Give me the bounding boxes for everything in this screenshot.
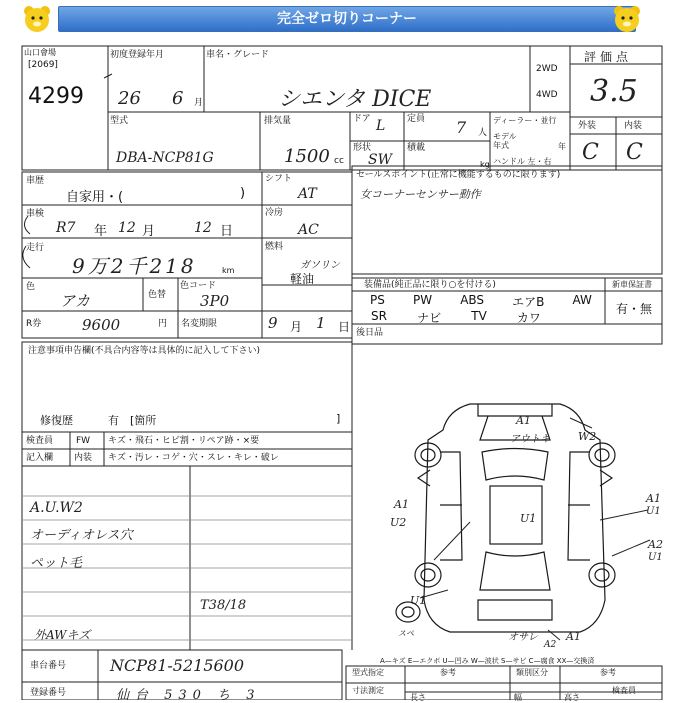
capacity-value: 7 (456, 118, 467, 137)
fuel-option: 軽油 (290, 272, 315, 286)
mileage-value: 9万2千218 (72, 254, 197, 278)
comment-line-5: 外AWキズ (34, 628, 91, 642)
history-label: 車歴 (26, 176, 45, 186)
equipment-item-2: ABS (460, 293, 485, 307)
inspection-era: R7 (56, 220, 76, 236)
first-reg-month: 6 (172, 88, 184, 109)
mark-top: A1 (516, 414, 531, 427)
year-unit: 年 (558, 142, 566, 151)
equipment-item-r2-1: ナビ (417, 311, 442, 325)
history-close: ) (240, 186, 246, 201)
banner-title: 完全ゼロ切りコーナー (58, 6, 636, 32)
mark-left: A1 (394, 498, 409, 511)
width-label: 幅 (514, 693, 522, 702)
warranty-value: 有・無 (616, 302, 653, 316)
equipment-row-1 (356, 293, 606, 310)
inspector-label-1: 検査員 (26, 436, 54, 446)
equipment-row-2 (356, 309, 556, 326)
mark-bottom: オサレ (508, 632, 538, 643)
inspection-year-unit: 年 (94, 224, 108, 239)
equipment-title: 装備品(純正品に限り○を付ける) (364, 280, 496, 290)
chassis-value: NCP81-5215600 (110, 656, 245, 675)
exterior-label: 外装 (578, 121, 597, 131)
name-change-day: 1 (316, 314, 326, 332)
chassis-label: 車台番号 (30, 661, 67, 671)
name-change-month: 9 (268, 314, 278, 332)
drive-4wd: 4WD (536, 90, 558, 100)
dealer-label: ディーラー・並行 (493, 116, 557, 125)
bracket-code: [2069] (28, 60, 58, 70)
first-reg-year: 26 (118, 88, 141, 109)
mark-right: A1 (646, 492, 661, 505)
bottom-inspector-label: 検査員 (612, 686, 636, 695)
mark-right-2: U1 (646, 506, 661, 517)
mark-right-4: U1 (648, 552, 663, 563)
ref-1: 参考 (440, 668, 456, 677)
interior-grade: C (626, 140, 643, 165)
repair-close: ] (336, 412, 341, 425)
notes-title: 注意事項申告欄(不具合内容等は具体的に記入して下さい) (28, 346, 261, 356)
length-label: 長さ (410, 693, 426, 702)
handle-label: ハンドル 左・右 (493, 157, 552, 166)
inspection-day-unit: 日 (220, 224, 234, 239)
form-label: 型式指定 (352, 668, 384, 677)
exterior-grade: C (582, 140, 599, 165)
reg-value: 仙台 530 ち 3 (116, 688, 261, 703)
first-reg-label: 初度登録年月 (110, 50, 165, 60)
color-code-label: 色コード (180, 281, 217, 291)
comment-line-1: A.U.W2 (30, 500, 83, 516)
month-unit: 月 (194, 98, 204, 108)
ac-value: AC (298, 222, 319, 238)
height-label: 高さ (564, 693, 580, 702)
repair-label: 修復歴 (40, 414, 73, 427)
type-label: 型式 (110, 116, 129, 126)
shift-label: シフト (265, 174, 293, 184)
score-label: 評価点 (584, 50, 633, 64)
shift-value: AT (298, 186, 317, 202)
door-label: ドア (353, 114, 371, 124)
comment-line-2: オーディオレス穴 (30, 528, 133, 543)
repair-place: [箇所 (130, 414, 157, 427)
measure-label: 寸法測定 (352, 686, 384, 695)
interior-label: 内装 (624, 121, 643, 131)
history-value: 自家用・( (66, 190, 124, 205)
type-value: DBA-NCP81G (116, 150, 214, 166)
repair-value: 有 (108, 414, 119, 427)
sales-value: 女コーナーセンサー動作 (360, 188, 481, 201)
name-change-day-unit: 日 (338, 320, 351, 334)
equipment-item-r2-3: カワ (516, 311, 541, 325)
equipment-item-r2-2: TV (471, 309, 487, 323)
model-name: シエンタ DICE (278, 87, 432, 112)
lot-number: 4299 (28, 84, 84, 109)
inspection-label: 車検 (26, 209, 45, 219)
color-code-value: 3P0 (200, 292, 230, 310)
mark-bottom-left-2: スペ (398, 629, 414, 638)
interior-check-label: 内装 (74, 453, 93, 463)
comment-line-3: ペット毛 (30, 556, 83, 571)
fw-items: キズ・飛石・ヒビ割・リペア跡・×要 (108, 436, 260, 446)
color-label: 色 (26, 282, 36, 292)
color-change-label: 色替 (148, 290, 167, 300)
category-label: 類別区分 (516, 668, 548, 677)
interior-check-items: キズ・汚レ・コゲ・穴・スレ・キレ・破レ (108, 453, 279, 463)
displacement-label: 排気量 (264, 116, 292, 126)
capacity-label: 定員 (407, 114, 426, 124)
recycle-label: R券 (26, 319, 42, 329)
fuel-value: ガソリン (300, 260, 340, 271)
mark-bottom-2: A2 (544, 640, 557, 650)
equipment-item-r2-0: SR (371, 309, 388, 323)
aftermarket-label: 後日品 (356, 328, 384, 338)
shape-label: 形状 (353, 143, 372, 153)
mark-top-right: W2 (578, 430, 597, 443)
mark-top-2: アウトキ (510, 434, 550, 445)
inspection-month: 12 (118, 220, 136, 236)
displacement-value: 1500 (284, 146, 330, 167)
model-grade-label: 車名・グレード (206, 50, 270, 60)
mark-bottom-left: U1 (410, 594, 427, 607)
mark-center: U1 (520, 512, 537, 525)
ref-2: 参考 (600, 668, 616, 677)
mileage-label: 走行 (26, 243, 45, 253)
auction-name: 山口會場 (24, 48, 56, 57)
comment-line-4: T38/18 (200, 598, 247, 613)
shape-value: SW (368, 152, 392, 168)
ac-label: 冷房 (265, 208, 284, 218)
mark-right-3: A2 (648, 538, 663, 551)
color-value: アカ (60, 292, 90, 310)
load-label: 積載 (407, 143, 426, 153)
km-unit: km (222, 266, 235, 275)
sales-title: セールスポイント(正常に機能するものに限ります) (356, 170, 561, 180)
equipment-item-4: AW (572, 293, 592, 307)
fuel-label: 燃料 (265, 242, 284, 252)
kg-unit: kg (480, 160, 490, 169)
yen-unit: 円 (158, 319, 168, 329)
reg-label: 登録番号 (30, 688, 67, 698)
equipment-item-3: エアB (512, 295, 545, 309)
recycle-value: 9600 (82, 316, 121, 334)
model-year-label: モデル年式 (493, 132, 517, 150)
drive-2wd: 2WD (536, 64, 558, 74)
door-value: L (376, 118, 386, 134)
mark-bottom-3: A1 (566, 630, 581, 643)
fw-label: FW (76, 436, 91, 446)
mark-left-2: U2 (390, 516, 407, 529)
name-change-month-unit: 月 (290, 320, 303, 334)
cc-unit: cc (334, 156, 344, 166)
name-change-label: 名変期限 (181, 319, 218, 329)
equipment-item-0: PS (370, 293, 385, 307)
damage-legend: A—キズ E—エクボ U—凹み W—波状 S—サビ C—腐食 XX—交換済 (380, 657, 595, 665)
inspection-day: 12 (194, 220, 212, 236)
warranty-label: 新車保証書 (612, 280, 652, 289)
score-value: 3.5 (590, 74, 638, 109)
inspector-label-2: 記入欄 (26, 453, 54, 463)
inspection-month-unit: 月 (142, 224, 156, 239)
person-unit: 人 (478, 128, 488, 138)
equipment-item-1: PW (413, 293, 433, 307)
